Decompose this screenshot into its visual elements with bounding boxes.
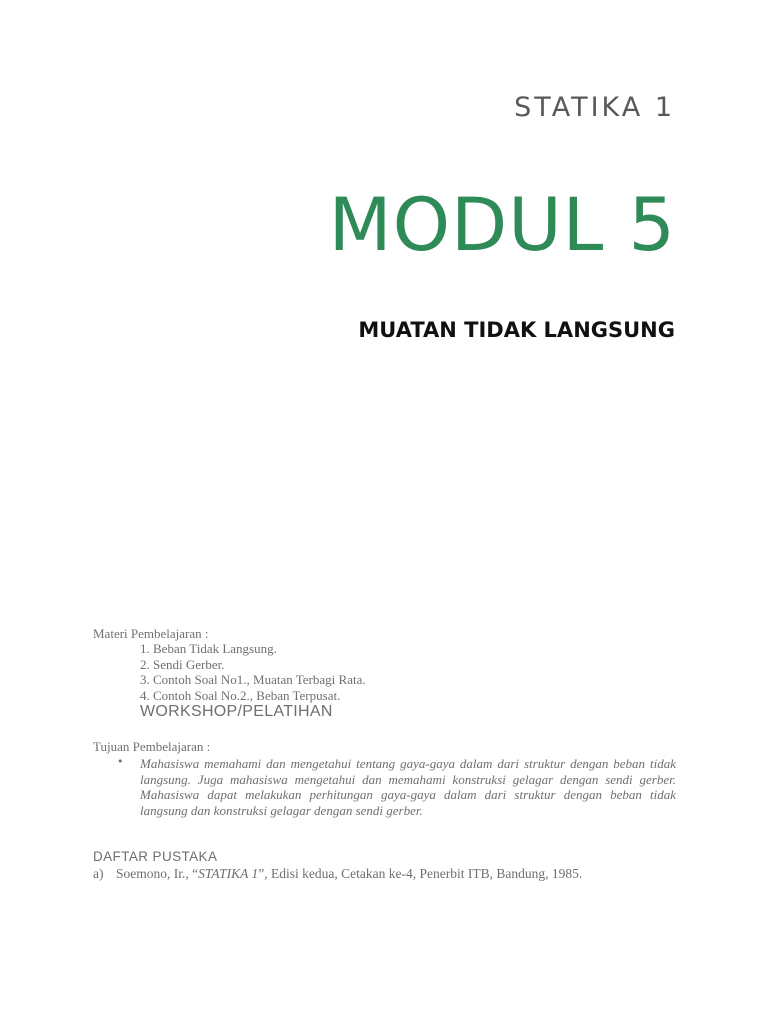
materi-item: 4. Contoh Soal No.2., Beban Terpusat.: [140, 687, 341, 703]
pustaka-item-book-title: STATIKA 1: [198, 866, 259, 881]
workshop-label: WORKSHOP/PELATIHAN: [140, 703, 333, 720]
materi-heading: Materi Pembelajaran :: [93, 626, 209, 641]
pustaka-item-author: Soemono, Ir., “: [116, 866, 199, 881]
pustaka-heading: DAFTAR PUSTAKA: [93, 849, 218, 864]
module-subtitle: MUATAN TIDAK LANGSUNG: [358, 318, 675, 342]
materi-item: 2. Sendi Gerber.: [140, 656, 225, 672]
pustaka-item: [93, 866, 582, 882]
materi-list: [140, 641, 366, 703]
pustaka-item-publication: ”, Edisi kedua, Cetakan ke-4, Penerbit ITB, Bandung, 1985.: [258, 866, 583, 881]
materi-item: 1. Beban Tidak Langsung.: [140, 641, 277, 656]
module-number: MODUL 5: [328, 183, 676, 268]
pustaka-item-marker: a): [93, 866, 104, 881]
materi-item: 3. Contoh Soal No1., Muatan Terbagi Rata.: [140, 672, 366, 687]
tujuan-heading: Tujuan Pembelajaran :: [93, 739, 211, 754]
bullet-icon: •: [117, 755, 124, 768]
tujuan-text: Mahasiswa memahami dan mengetahui tentang gaya-gaya dalam dari struktur dengan beban tidak langsung. Juga mahasiswa mengetahui dan memahami konstruksi gelagar dengan sendi gerber. Mahasiswa dapat melakukan perhitungan gaya-gaya dalam dari struktur dengan beban tidak langsung dan konstruksi gelagar dengan sendi gerber.: [140, 756, 676, 818]
course-title: STATIKA 1: [514, 92, 675, 123]
